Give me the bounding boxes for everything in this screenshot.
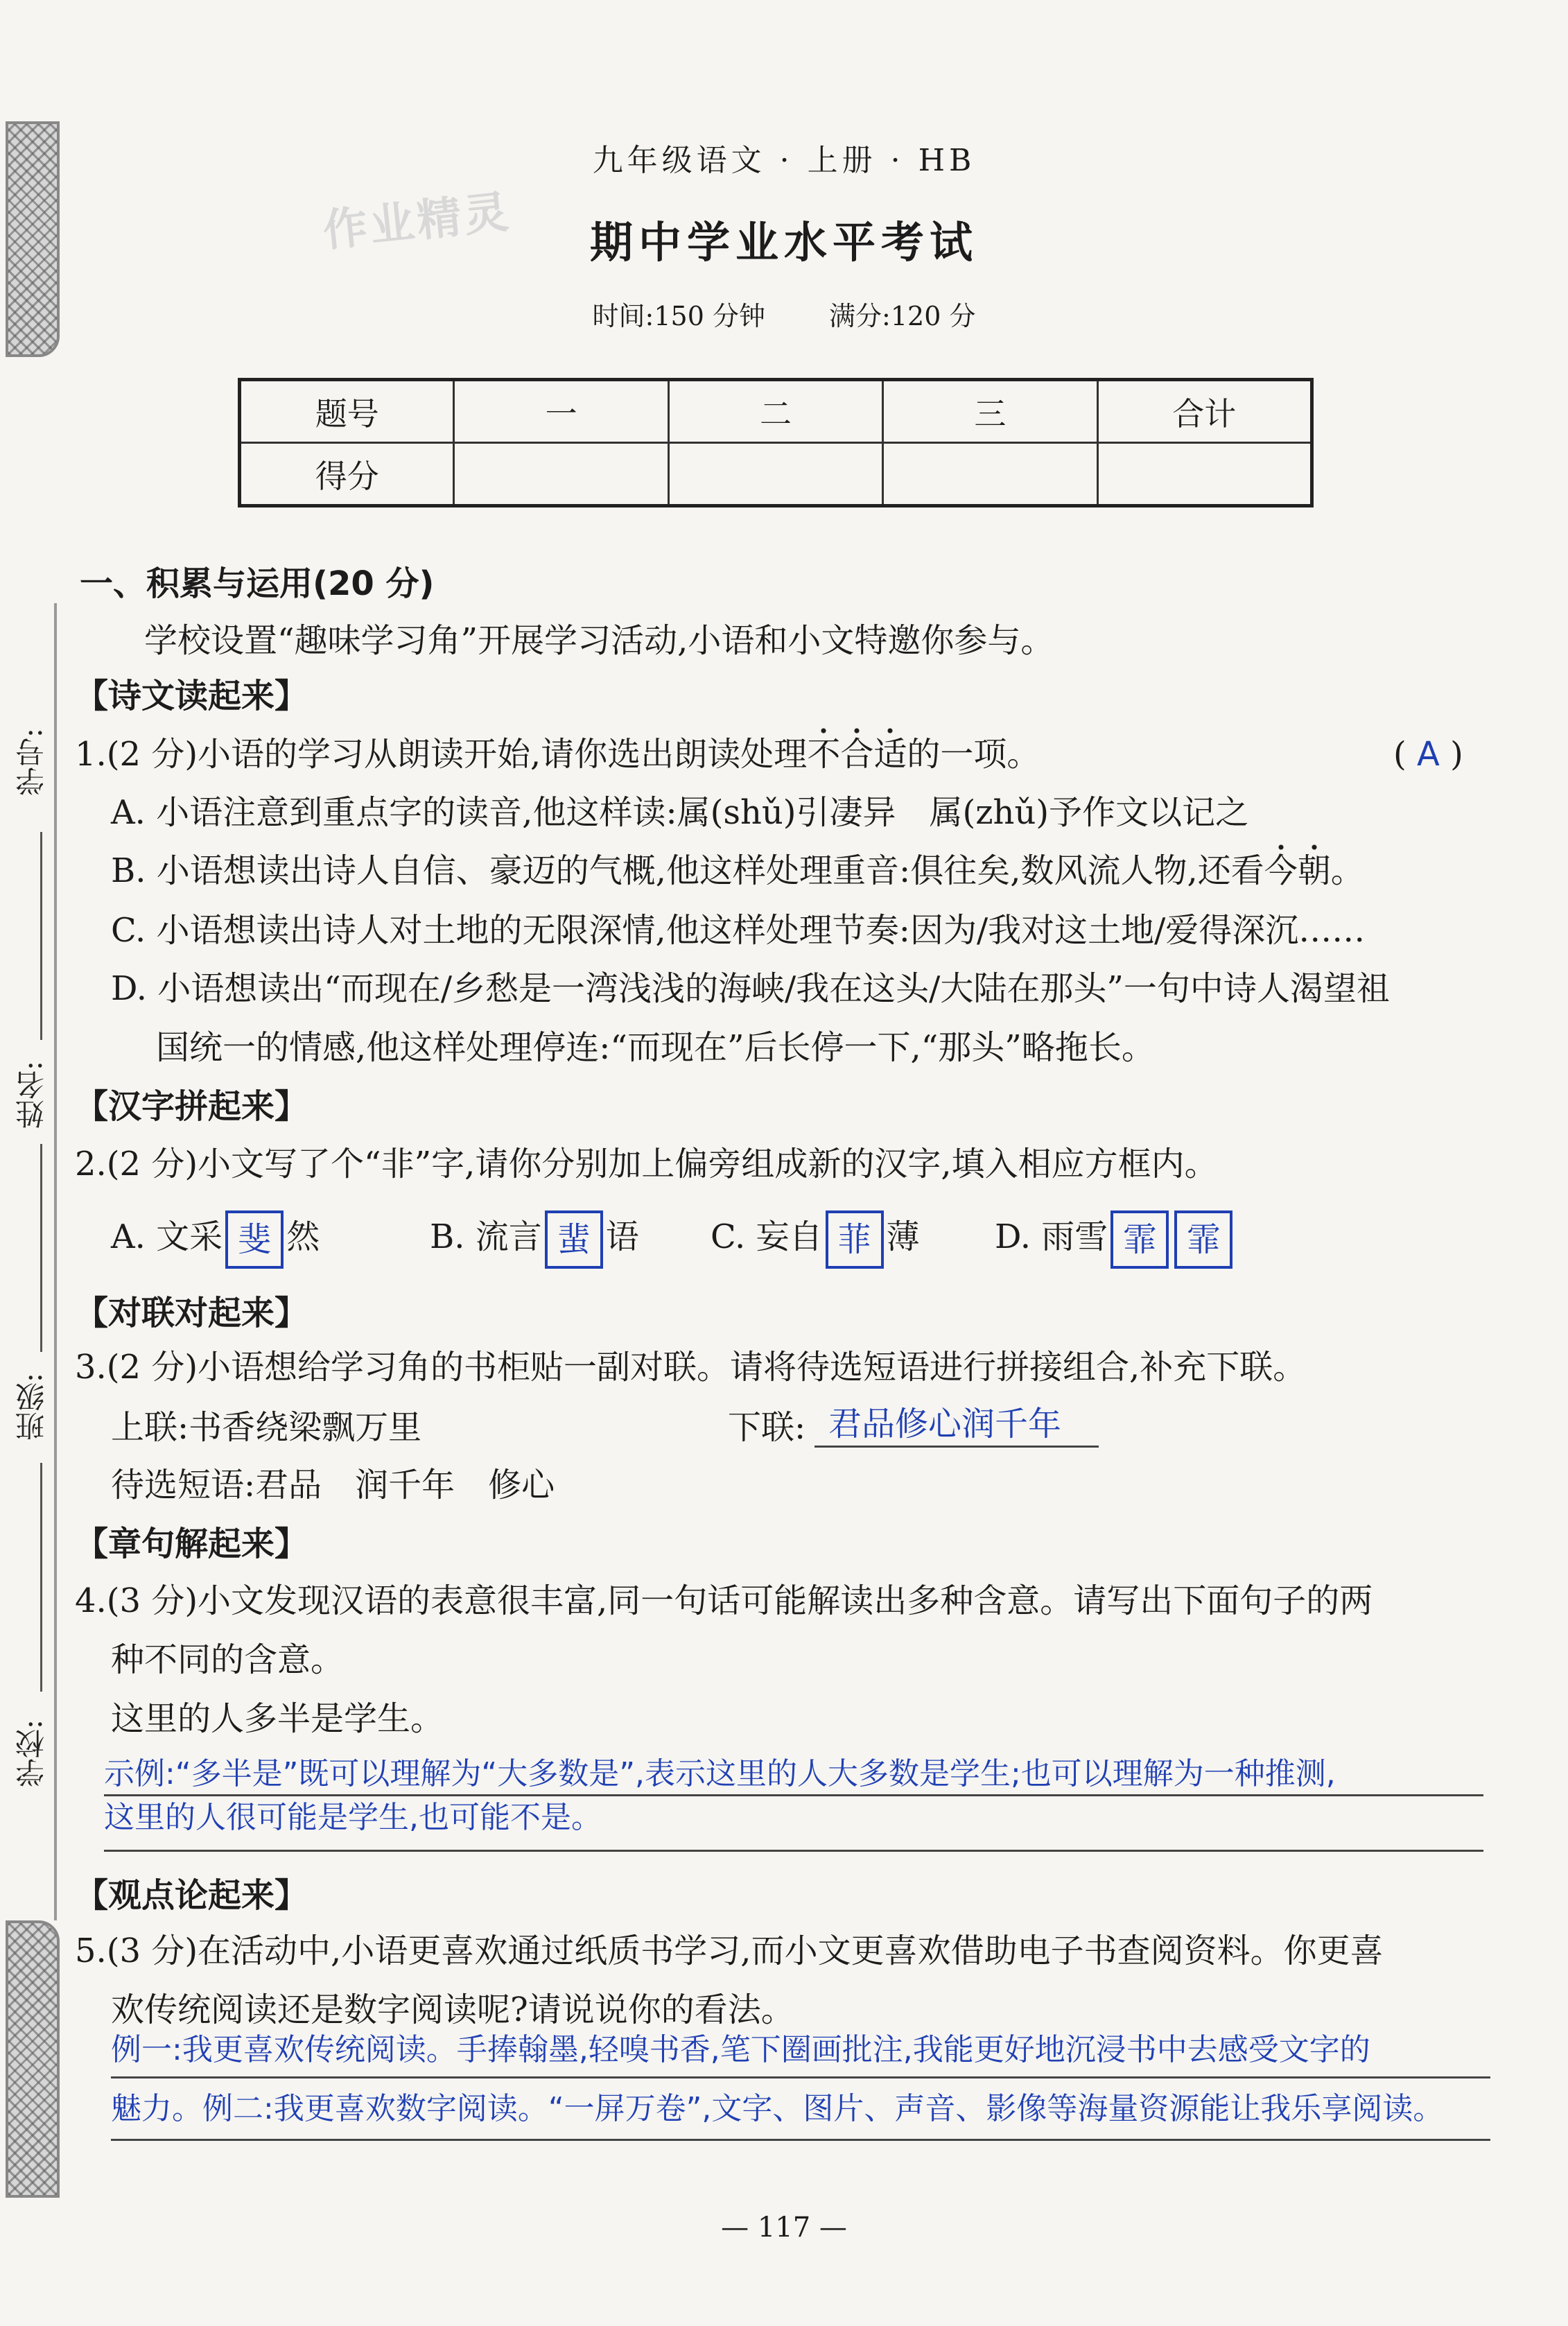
option-b-emphasis: 今朝 bbox=[1264, 844, 1331, 890]
subsection-title: 【对联对起来】 bbox=[75, 1294, 308, 1333]
watermark: 作业精灵 bbox=[320, 186, 514, 257]
score-cell: 题号 bbox=[240, 380, 454, 443]
question-4-stem-line2: 种不同的含意。 bbox=[111, 1640, 345, 1679]
student-id-line bbox=[40, 832, 42, 1040]
question-4-answer-line2[interactable]: 这里的人很可能是学生,也可能不是。 bbox=[104, 1800, 602, 1835]
paren-close: ) bbox=[1450, 735, 1463, 774]
binding-strip-bottom bbox=[6, 1920, 60, 2198]
question-2-option-c bbox=[711, 1208, 920, 1269]
question-1-option-a: A. 小语注意到重点字的读音,他这样读:属(shǔ)引凄异 属(zhǔ)予作文以记之 bbox=[111, 793, 1249, 832]
question-1-stem-end: 的一项。 bbox=[907, 735, 1040, 774]
q2-answer-box-c[interactable]: 菲 bbox=[826, 1210, 884, 1269]
question-1-answer-bracket bbox=[1393, 735, 1463, 774]
score-cell[interactable] bbox=[454, 443, 668, 506]
exam-time: 时间:150 分钟 bbox=[592, 301, 765, 331]
question-3-stem: 3.(2 分)小语想给学习角的书柜贴一副对联。请将待选短语进行拼接组合,补充下联。 bbox=[75, 1348, 1307, 1387]
q2-answer-box-b[interactable]: 蜚 bbox=[545, 1210, 603, 1269]
subsection-title: 【观点论起来】 bbox=[75, 1876, 308, 1915]
question-1-stem bbox=[75, 735, 1040, 774]
answer-line bbox=[104, 1794, 1483, 1796]
question-2-stem: 2.(2 分)小文写了个“非”字,请你分别加上偏旁组成新的汉字,填入相应方框内。 bbox=[75, 1145, 1218, 1183]
question-5-answer-line1[interactable]: 例一:我更喜欢传统阅读。手捧翰墨,轻嗅书香,笔下圈画批注,我能更好地沉浸书中去感受文字的 bbox=[111, 2032, 1370, 2067]
score-cell[interactable] bbox=[1097, 443, 1312, 506]
question-1-stem-text: 1.(2 分)小语的学习从朗读开始,请你选出朗读处理 bbox=[75, 735, 808, 774]
score-table bbox=[238, 378, 1314, 507]
answer-line bbox=[111, 2076, 1490, 2078]
subsection-title: 【汉字拼起来】 bbox=[75, 1087, 308, 1126]
question-2-option-d bbox=[995, 1208, 1235, 1269]
score-cell: 一 bbox=[454, 380, 668, 443]
question-3-lower-answer[interactable]: 君品修心润千年 bbox=[828, 1405, 1062, 1443]
score-cell: 得分 bbox=[240, 443, 454, 506]
q2-option-d-pre: D. 雨雪 bbox=[995, 1217, 1108, 1256]
question-5-answer-line2[interactable]: 魅力。例二:我更喜欢数字阅读。“一屏万卷”,文字、图片、声音、影像等海量资源能让我乐享阅读。 bbox=[111, 2091, 1444, 2126]
score-table-score-row bbox=[240, 443, 1312, 506]
q2-option-c-post: 薄 bbox=[886, 1217, 920, 1256]
answer-line bbox=[111, 2139, 1490, 2141]
student-id-label: 学号: bbox=[15, 728, 49, 797]
exam-info bbox=[0, 295, 1568, 333]
paren-open: ( bbox=[1393, 735, 1406, 774]
binding-line bbox=[54, 603, 57, 1920]
score-cell: 三 bbox=[883, 380, 1097, 443]
option-b-end: 。 bbox=[1330, 851, 1364, 890]
score-cell: 合计 bbox=[1097, 380, 1312, 443]
page-title: 期中学业水平考试 bbox=[589, 217, 978, 268]
question-1-option-d-line1: D. 小语想读出“而现在/乡愁是一湾浅浅的海峡/我在这头/大陆在那头”一句中诗人渴望祖 bbox=[111, 969, 1390, 1008]
student-name-line bbox=[40, 1144, 42, 1352]
section-title: 一、积累与运用(20 分) bbox=[80, 564, 435, 603]
question-2-options bbox=[111, 1208, 320, 1269]
grade-subtitle: 九年级语文 · 上册 · HB bbox=[592, 143, 976, 178]
question-2-option-b bbox=[430, 1208, 639, 1269]
score-cell: 二 bbox=[668, 380, 882, 443]
page-number: — 117 — bbox=[721, 2212, 847, 2243]
option-b-text: B. 小语想读出诗人自信、豪迈的气概,他这样处理重音:俱往矣,数风流人物,还看 bbox=[111, 851, 1264, 890]
score-cell[interactable] bbox=[668, 443, 882, 506]
class-line bbox=[40, 1463, 42, 1692]
subsection-title: 【诗文读起来】 bbox=[75, 677, 308, 715]
question-4-answer-line1[interactable]: 示例:“多半是”既可以理解为“大多数是”,表示这里的人大多数是学生;也可以理解为一种推测, bbox=[104, 1756, 1336, 1791]
q2-option-c-pre: C. 妄自 bbox=[711, 1217, 823, 1256]
question-3-phrases: 待选短语:君品 润千年 修心 bbox=[111, 1466, 555, 1504]
question-1-option-d-line2: 国统一的情感,他这样处理停连:“而现在”后长停一下,“那头”略拖长。 bbox=[156, 1028, 1155, 1067]
question-3-upper-couplet: 上联:书香绕梁飘万里 bbox=[111, 1408, 422, 1447]
answer-line bbox=[815, 1446, 1099, 1448]
score-table-header-row bbox=[240, 380, 1312, 443]
question-1-answer[interactable]: A bbox=[1417, 735, 1440, 774]
question-1-option-b bbox=[111, 851, 1364, 890]
q2-option-a-post: 然 bbox=[286, 1217, 320, 1256]
section-intro: 学校设置“趣味学习角”开展学习活动,小语和小文特邀你参与。 bbox=[144, 621, 1054, 660]
q2-answer-box-a[interactable]: 斐 bbox=[225, 1210, 284, 1269]
question-4-sentence: 这里的人多半是学生。 bbox=[111, 1699, 444, 1738]
question-5-stem-line1: 5.(3 分)在活动中,小语更喜欢通过纸质书学习,而小文更喜欢借助电子书查阅资料。你更喜 bbox=[75, 1932, 1384, 1970]
q2-option-b-post: 语 bbox=[605, 1217, 639, 1256]
q2-answer-box-d1[interactable]: 霏 bbox=[1110, 1210, 1169, 1269]
school-label: 学校: bbox=[15, 1719, 49, 1788]
answer-line bbox=[104, 1850, 1483, 1852]
question-3-lower-label: 下联: bbox=[728, 1408, 806, 1447]
q2-option-a-pre: A. 文采 bbox=[111, 1217, 223, 1256]
class-label: 班级: bbox=[15, 1373, 49, 1441]
student-name-label: 姓名: bbox=[15, 1061, 49, 1129]
question-1-emphasis: 不合适 bbox=[807, 728, 907, 774]
exam-full-score: 满分:120 分 bbox=[829, 301, 976, 331]
score-cell[interactable] bbox=[883, 443, 1097, 506]
q2-answer-box-d2[interactable]: 霏 bbox=[1174, 1210, 1232, 1269]
question-4-stem-line1: 4.(3 分)小文发现汉语的表意很丰富,同一句话可能解读出多种含意。请写出下面句子的两 bbox=[75, 1581, 1373, 1620]
question-5-stem-line2: 欢传统阅读还是数字阅读呢?请说说你的看法。 bbox=[111, 1990, 794, 2029]
subsection-title: 【章句解起来】 bbox=[75, 1525, 308, 1563]
question-1-option-c: C. 小语想读出诗人对土地的无限深情,他这样处理节奏:因为/我对这土地/爱得深沉…… bbox=[111, 911, 1366, 950]
q2-option-b-pre: B. 流言 bbox=[430, 1217, 542, 1256]
